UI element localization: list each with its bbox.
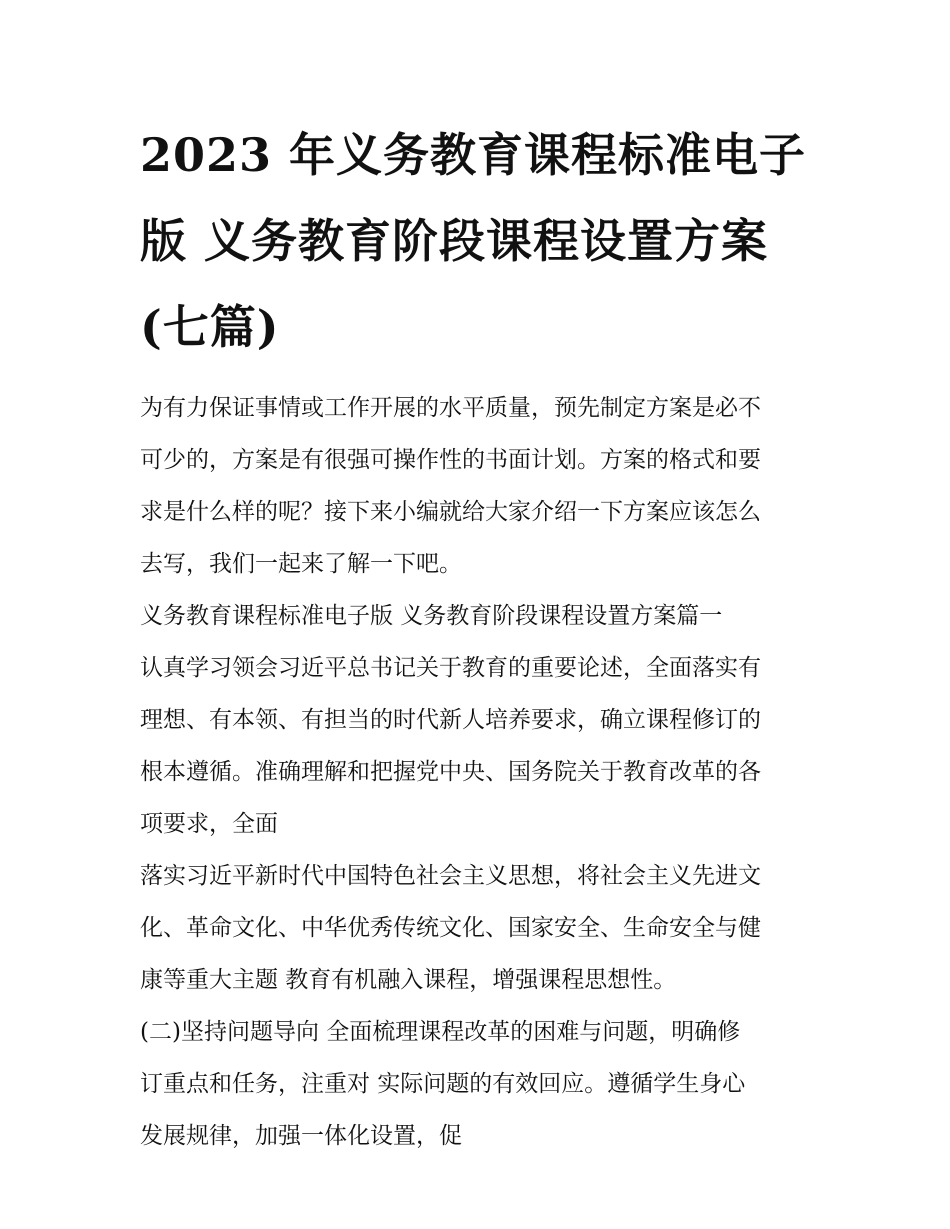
paragraph-intro <box>140 382 820 590</box>
document-page <box>140 112 820 1162</box>
title-line: 版 义务教育阶段课程设置方案 <box>140 214 769 268</box>
paragraph <box>140 850 820 1006</box>
text-line: 康等重大主题 教育有机融入课程，增强课程思想性。 <box>140 967 677 993</box>
text-line: (二)坚持问题导向 全面梳理课程改革的困难与问题，明确修 <box>140 1019 741 1045</box>
paragraph <box>140 642 820 850</box>
text-line: 认真学习领会习近平总书记关于教育的重要论述，全面落实有 <box>140 655 761 681</box>
text-line: 义务教育课程标准电子版 义务教育阶段课程设置方案篇一 <box>140 603 723 629</box>
text-line: 求是什么样的呢？接下来小编就给大家介绍一下方案应该怎么 <box>140 499 761 525</box>
paragraph <box>140 1006 820 1162</box>
document-body <box>140 382 820 1162</box>
text-line: 去写，我们一起来了解一下吧。 <box>140 551 462 577</box>
document-title <box>140 112 820 370</box>
text-line: 化、革命文化、中华优秀传统文化、国家安全、生命安全与健 <box>140 915 761 941</box>
section-heading <box>140 590 820 642</box>
text-line: 落实习近平新时代中国特色社会主义思想，将社会主义先进文 <box>140 863 761 889</box>
text-line: 发展规律，加强一体化设置，促 <box>140 1123 462 1149</box>
text-line: 订重点和任务，注重对 实际问题的有效回应。遵循学生身心 <box>140 1071 746 1097</box>
text-line: 理想、有本领、有担当的时代新人培养要求，确立课程修订的 <box>140 707 761 733</box>
text-line: 根本遵循。准确理解和把握党中央、国务院关于教育改革的各 <box>140 759 761 785</box>
text-line: 可少的，方案是有很强可操作性的书面计划。方案的格式和要 <box>140 447 761 473</box>
title-line: (七篇) <box>140 300 280 354</box>
text-line: 项要求，全面 <box>140 811 278 837</box>
text-line: 为有力保证事情或工作开展的水平质量，预先制定方案是必不 <box>140 395 761 421</box>
title-line: 2023 年义务教育课程标准电子 <box>140 128 807 182</box>
